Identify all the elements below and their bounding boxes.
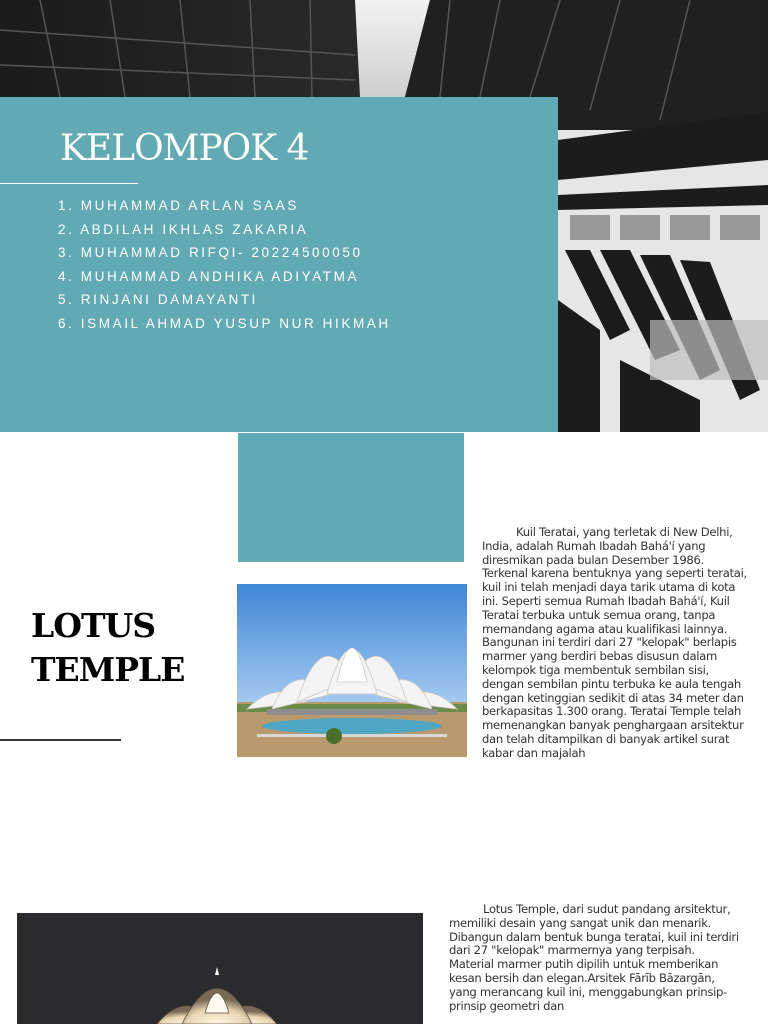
member-item: 6. ISMAIL AHMAD YUSUP NUR HIKMAH [58, 315, 391, 331]
page-title: KELOMPOK 4 [60, 128, 309, 169]
architecture-text: Lotus Temple, dari sudut pandang arsitektur, memiliki desain yang sangat unik dan menarik. Dibangun dalam bentuk bunga teratai, kuil ini terdiri dari 27 "kelopak" marmernya yang terpisah. Material marmer putih dipilih untuk memberikan kesan bersih dan elegan.Arsitek Fārīb Bāzargān, yang merancang kuil ini, menggabungkan prinsip-prinsip geometri dan [449, 902, 739, 1013]
member-item: 3. MUHAMMAD RIFQI- 20224500050 [58, 245, 363, 261]
description-text: Kuil Teratai, yang terletak di New Delhi, India, adalah Rumah Ibadah Bahá'í yang diresmikan pada bulan Desember 1986. Terkenal karena bentuknya yang seperti teratai, kuil ini telah menjadi daya tarik utama di kota ini. Seperti semua Rumah Ibadah Bahá'í, Kuil Teratai terbuka untuk semua orang, tanpa memandang agama atau kualifikasi lainnya. Bangunan ini terdiri dari 27 "kelopak" berlapis marmer yang berdiri bebas disusun dalam kelompok tiga membentuk sembilan sisi, dengan sembilan pintu terbuka ke aula tengah dengan ketinggian sedikit di atas 34 meter dan berkapasitas 1.300 orang. Teratai Temple telah memenangkan banyak penghargaan arsitektur dan telah ditampilkan di banyak artikel surat kabar dan majalah [482, 525, 747, 760]
lotus-temple-night-photo [17, 913, 423, 1024]
title-divider [0, 183, 138, 184]
section-title-line: LOTUS [31, 606, 156, 645]
lotus-temple-photo [237, 584, 467, 757]
member-item: 2. ABDILAH IKHLAS ZAKARIA [58, 221, 309, 237]
accent-block [238, 433, 464, 562]
member-item: 5. RINJANI DAMAYANTI [58, 292, 259, 308]
description-paragraph [482, 526, 750, 761]
architecture-paragraph [449, 903, 741, 1013]
section-title-line: TEMPLE [31, 650, 185, 689]
section-title [31, 604, 184, 692]
member-list [58, 194, 391, 336]
member-item: 4. MUHAMMAD ANDHIKA ADIYATMA [58, 268, 360, 284]
section-divider [0, 739, 121, 741]
member-item: 1. MUHAMMAD ARLAN SAAS [58, 198, 299, 213]
